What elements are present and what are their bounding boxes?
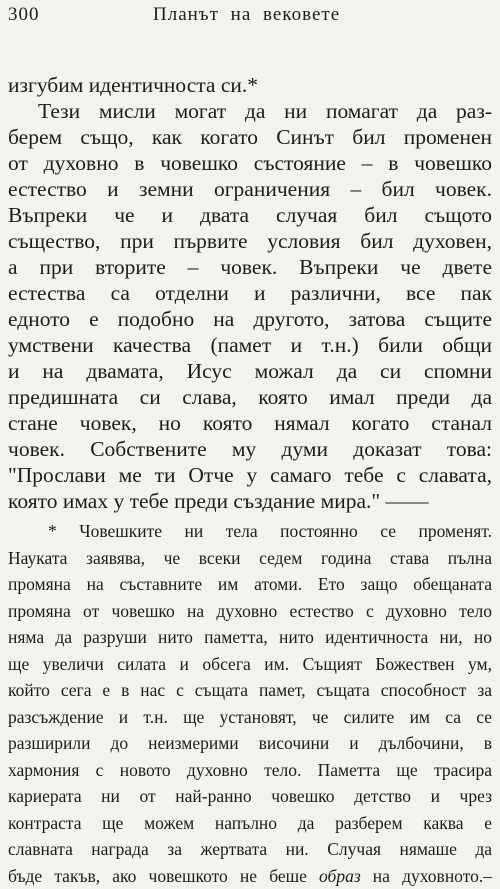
text-line: стане човек, но която нямал когато станал	[8, 410, 492, 436]
text-line: която имах у тебе преди създание мира." ——	[8, 488, 492, 514]
text-line: "Прослави ме ти Отче у самаго тебе с славата,	[8, 462, 492, 488]
footnote-line: ще увеличи силата и обсега им. Същият Божествен ум,	[8, 651, 492, 678]
text-line: едното е подобно на другото, затова същите	[8, 306, 492, 332]
text-line: естества са отделни и различни, все пак	[8, 280, 492, 306]
footnote-line: разширили до неизмерими височини и дълбочини, в	[8, 730, 492, 757]
running-title: Планът на вековете	[153, 4, 340, 26]
text-line: умствени качества (памет и т.н.) били общи	[8, 332, 492, 358]
footnote-line: промяна от човешко на духовно естество с духовно тело	[8, 598, 492, 625]
text-line: от духовно в човешко състояние – в човешко	[8, 150, 492, 176]
footnote-text-after: на духовното.–	[361, 866, 492, 886]
text-line: Тези мисли могат да ни помагат да раз-	[8, 98, 492, 124]
text-line: предишната си слава, която имал преди да	[8, 384, 492, 410]
page-number: 300	[8, 4, 40, 26]
footnote-line: Науката заявява, че всеки седем година става пълна	[8, 545, 492, 572]
text-line: естество и земни ограничения – бил човек.	[8, 176, 492, 202]
footnote-line: няма да разруши нито паметта, нито идентичноста ни, но	[8, 624, 492, 651]
footnote-line: който сега е в нас с същата памет, същата способност за	[8, 677, 492, 704]
footnote-line: хармония с новото духовно тело. Паметта ще трасира	[8, 757, 492, 784]
footnote-text-before: бъде такъв, ако човешкото не беше	[8, 866, 319, 886]
footnote-last-line	[8, 863, 492, 889]
text-line: берем също, как когато Синът бил променен	[8, 124, 492, 150]
text-line: Въпреки че и двата случая бил същото	[8, 202, 492, 228]
footnote-line: промяна на съставните им атоми. Ето защо обещаната	[8, 571, 492, 598]
footnote-line: разсъждение и т.н. ще установят, че силите им са се	[8, 704, 492, 731]
footnote-line: * Човешките ни тела постоянно се променят.	[8, 518, 492, 545]
text-line: изгубим идентичноста си.*	[8, 72, 492, 98]
text-line: и на двамата, Исус можал да си спомни	[8, 358, 492, 384]
footnote-line: контраста ще можем напълно да разберем каква е	[8, 810, 492, 837]
footnote-line: кариерата ни от най-ранно човешко детство и чрез	[8, 783, 492, 810]
text-line: същество, при първите условия бил духовен,	[8, 228, 492, 254]
main-text	[8, 72, 492, 514]
footnote-line: славната награда за жертвата ни. Случая нямаше да	[8, 836, 492, 863]
footnote	[8, 518, 492, 889]
page-header	[8, 4, 492, 30]
text-line: човек. Собствените му думи доказат това:	[8, 436, 492, 462]
text-line: а при вторите – човек. Въпреки че двете	[8, 254, 492, 280]
footnote-italic-word: образ	[319, 866, 361, 886]
